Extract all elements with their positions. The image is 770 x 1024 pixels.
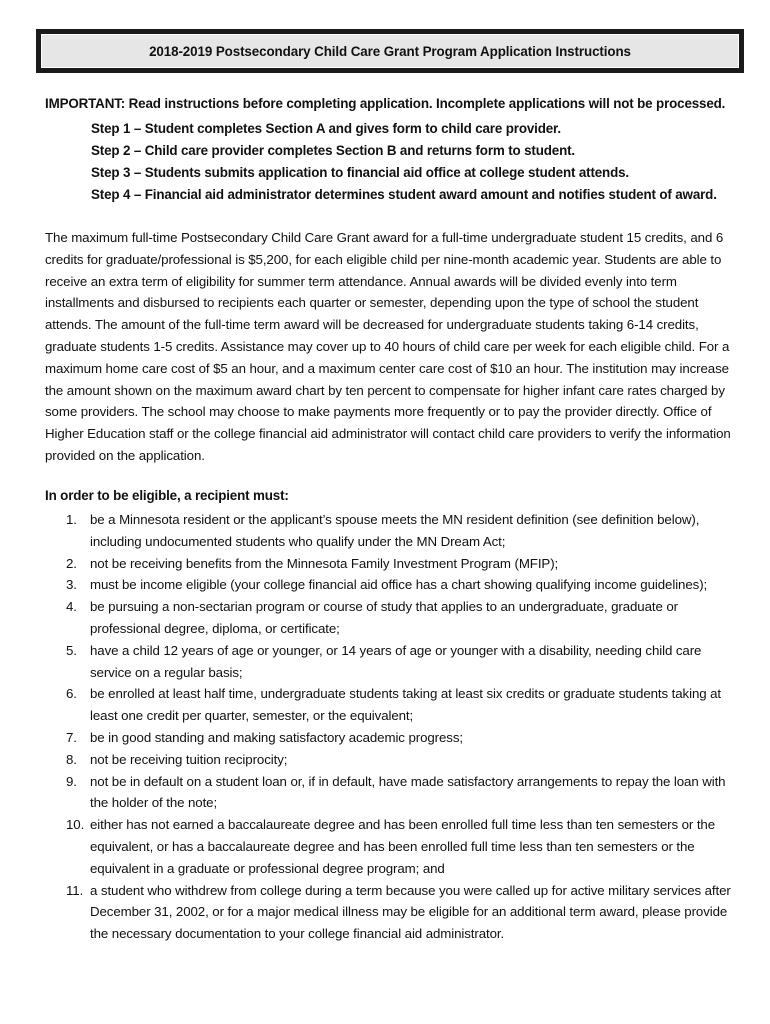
eligibility-list: [45, 509, 737, 945]
item-text: be in good standing and making satisfactory academic progress;: [90, 729, 463, 745]
item-number: 9.: [66, 773, 77, 789]
item-text: have a child 12 years of age or younger, or 14 years of age or younger with a disability, needing child care service on a regular basis;: [90, 642, 702, 680]
item-text: be pursuing a non-sectarian program or course of study that applies to an undergraduate, graduate or professional degree, diploma, or certificate;: [90, 599, 678, 636]
list-item: [45, 727, 737, 749]
title-box: [36, 29, 744, 73]
item-text: not be receiving benefits from the Minnesota Family Investment Program (MFIP);: [90, 555, 559, 571]
step-item: Step 1 – Student completes Section A and gives form to child care provider.: [91, 121, 561, 136]
item-number: 10.: [66, 817, 85, 833]
item-text: be a Minnesota resident or the applicant’s spouse meets the MN resident definition (see definition below), including undocumented students who qualify under the MN Dream Act;: [90, 512, 700, 549]
list-item: [45, 596, 737, 640]
list-item: [45, 640, 737, 684]
item-number: 1.: [66, 512, 77, 527]
document-title: 2018-2019 Postsecondary Child Care Grant Program Application Instructions: [41, 34, 739, 68]
step-item: Step 4 – Financial aid administrator determines student award amount and notifies student of award.: [91, 187, 717, 202]
item-number: 8.: [66, 751, 77, 767]
item-number: 3.: [66, 577, 77, 593]
list-item: [45, 749, 737, 771]
list-item: [45, 574, 737, 596]
item-number: 5.: [66, 642, 77, 658]
list-item: [45, 880, 737, 945]
item-number: 4.: [66, 599, 77, 615]
award-paragraph: The maximum full-time Postsecondary Child Care Grant award for a full-time undergraduate student 15 credits, and 6 credits for graduate/professional is $5,200, for each eligible child per nine-month academic year. Students are able to receive an extra term of eligibility for summer term attendance. Annual awards will be divided evenly into term installments and disbursed to recipients each quarter or semester, depending upon the type of school the student attends. The amount of the full-time term award will be decreased for undergraduate students taking 6-14 credits, graduate students 1-5 credits. Assistance may cover up to 40 hours of child care per week for each eligible child. For a maximum home care cost of $5 an hour, and a maximum center care cost of $10 an hour. The institution may increase the amount shown on the maximum award chart by ten percent to compensate for higher infant care rates charged by some providers. The school may choose to make payments more frequently or to pay the provider directly. Office of Higher Education staff or the college financial aid administrator will contact child care providers to verify the information provided on the application.: [45, 230, 731, 463]
list-item: [45, 683, 737, 727]
item-text: must be income eligible (your college financial aid office has a chart showing qualifying income guidelines);: [90, 577, 708, 593]
item-text: not be in default on a student loan or, if in default, have made satisfactory arrangements to repay the loan with the holder of the note;: [90, 773, 726, 811]
list-item: [45, 509, 737, 553]
item-number: 2.: [66, 555, 77, 571]
important-notice: IMPORTANT: Read instructions before completing application. Incomplete applications will not be processed.: [45, 96, 726, 111]
item-text: be enrolled at least half time, undergraduate students taking at least six credits or graduate students taking at least one credit per quarter, semester, or the equivalent;: [90, 686, 722, 724]
list-item: [45, 814, 737, 879]
steps-list: [91, 118, 717, 206]
item-number: 6.: [66, 686, 77, 702]
item-number: 11.: [66, 882, 84, 898]
list-item: [45, 771, 737, 815]
step-item: Step 3 – Students submits application to financial aid office at college student attends.: [91, 165, 629, 180]
item-text: either has not earned a baccalaureate degree and has been enrolled full time less than ten semesters or the equivalent, or has a baccalaureate degree and has been enrolled full time less than ten semesters or the equivalent in a graduate or professional degree program; and: [90, 817, 716, 876]
item-text: not be receiving tuition reciprocity;: [90, 751, 288, 767]
eligibility-heading: In order to be eligible, a recipient must:: [45, 488, 289, 503]
step-item: Step 2 – Child care provider completes Section B and returns form to student.: [91, 143, 576, 158]
item-number: 7.: [66, 729, 77, 745]
item-text: a student who withdrew from college during a term because you were called up for active military services after December 31, 2002, or for a major medical illness may be eligible for an additional term award, please provide the necessary documentation to your college financial aid administrator.: [90, 882, 731, 942]
list-item: [45, 553, 737, 575]
